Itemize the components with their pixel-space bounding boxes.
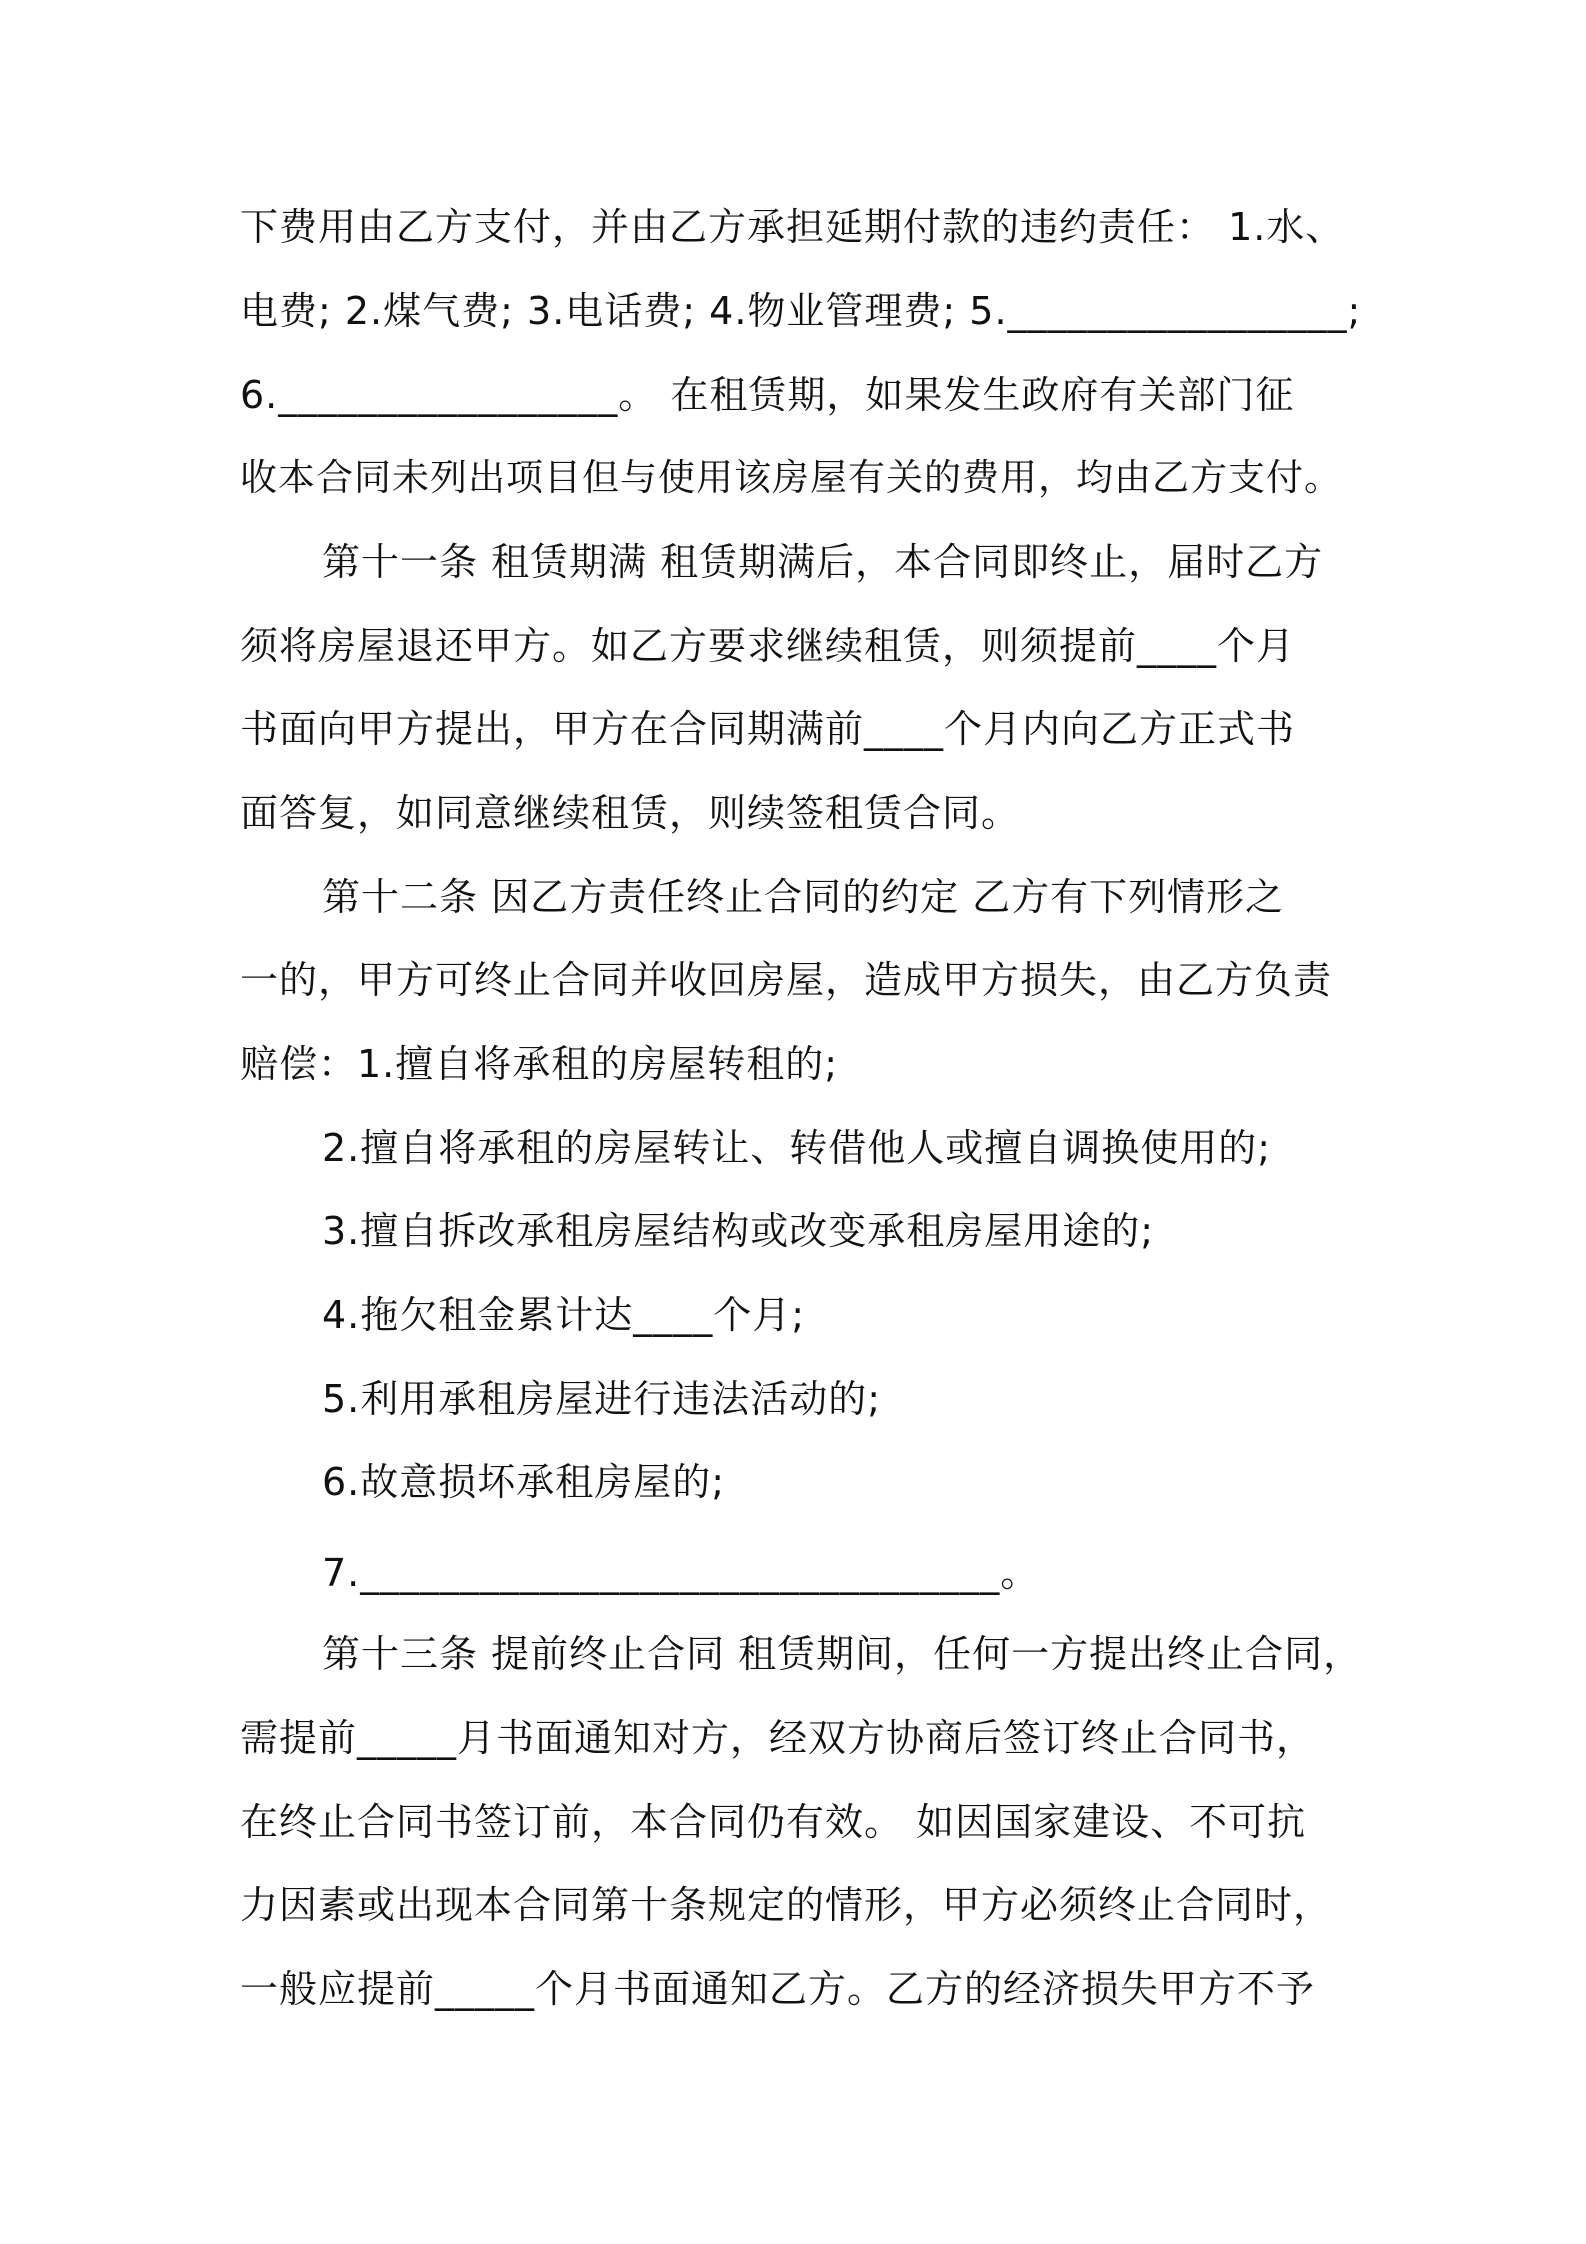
- text-line-17: 7.________________________________。: [322, 1551, 1040, 1595]
- text-line-10: 一的，甲方可终止合同并收回房屋，造成甲方损失，由乙方负责: [240, 958, 1333, 1002]
- text-line-12: 2.擅自将承租的房屋转让、转借他人或擅自调换使用的;: [322, 1126, 1272, 1170]
- text-line-21: 力因素或出现本合同第十条规定的情形，甲方必须终止合同时，: [240, 1883, 1333, 1927]
- text-line-8: 面答复，如同意继续租赁，则续签租赁合同。: [240, 791, 1021, 835]
- text-line-7: 书面向甲方提出，甲方在合同期满前____个月内向乙方正式书: [240, 707, 1296, 751]
- text-line-18: 第十三条 提前终止合同 租赁期间，任何一方提出终止合同，: [322, 1632, 1363, 1676]
- text-line-1: 下费用由乙方支付，并由乙方承担延期付款的违约责任： 1.水、: [240, 205, 1345, 249]
- text-line-3: 6._________________。 在租赁期，如果发生政府有关部门征: [240, 373, 1295, 417]
- text-line-11: 赔偿：1.擅自将承租的房屋转租的;: [240, 1042, 839, 1086]
- text-line-13: 3.擅自拆改承租房屋结构或改变承租房屋用途的;: [322, 1209, 1155, 1253]
- text-line-22: 一般应提前_____个月书面通知乙方。乙方的经济损失甲方不予: [240, 1967, 1316, 2011]
- text-line-15: 5.利用承租房屋进行违法活动的;: [322, 1377, 882, 1421]
- text-line-2: 电费; 2.煤气费; 3.电话费; 4.物业管理费; 5._________________;: [240, 289, 1362, 333]
- text-line-20: 在终止合同书签订前，本合同仍有效。 如因国家建设、不可抗: [240, 1800, 1307, 1844]
- text-line-19: 需提前_____月书面通知对方，经双方协商后签订终止合同书，: [240, 1716, 1316, 1760]
- text-line-6: 须将房屋退还甲方。如乙方要求继续租赁，则须提前____个月: [240, 624, 1296, 668]
- text-line-4: 收本合同未列出项目但与使用该房屋有关的费用，均由乙方支付。: [240, 456, 1342, 499]
- text-line-5: 第十一条 租赁期满 租赁期满后，本合同即终止，届时乙方: [322, 540, 1324, 584]
- text-line-14: 4.拖欠租金累计达____个月;: [322, 1293, 806, 1337]
- text-line-9: 第十二条 因乙方责任终止合同的约定 乙方有下列情形之: [322, 875, 1285, 919]
- text-line-16: 6.故意损坏承租房屋的;: [322, 1460, 726, 1504]
